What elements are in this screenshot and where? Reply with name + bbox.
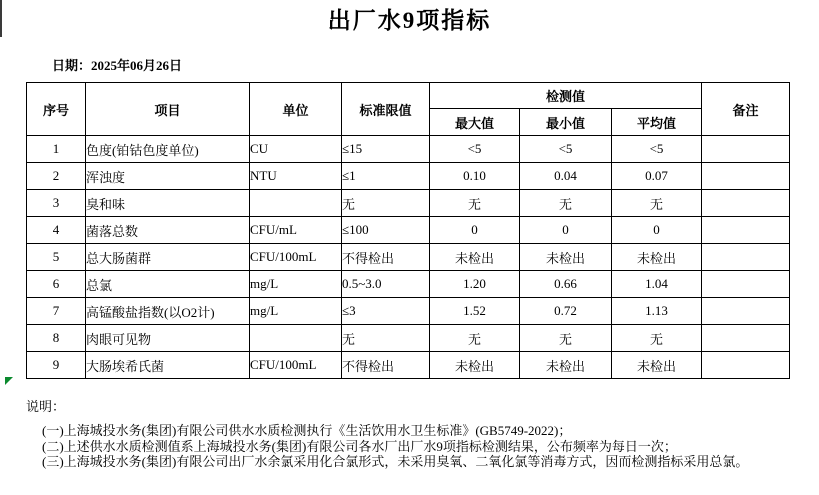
cell-no: 2 <box>27 163 86 190</box>
cell-no: 4 <box>27 217 86 244</box>
cell-avg: 0.07 <box>612 163 702 190</box>
col-header-min: 最小值 <box>520 109 612 136</box>
cell-avg: 1.13 <box>612 298 702 325</box>
table-row <box>27 163 790 190</box>
col-header-unit: 单位 <box>250 83 342 136</box>
cell-item: 总氯 <box>86 271 250 298</box>
cell-unit: CFU/100mL <box>250 244 342 271</box>
cell-no: 8 <box>27 325 86 352</box>
cell-max: 1.52 <box>430 298 520 325</box>
table-row <box>27 244 790 271</box>
report-date: 日期：2025年06月26日 <box>52 58 183 73</box>
cell-max: 无 <box>430 190 520 217</box>
cell-unit <box>250 325 342 352</box>
cell-item: 菌落总数 <box>86 217 250 244</box>
note-line: (二)上述供水水质检测值系上海城投水务(集团)有限公司各水厂出厂水9项指标检测结果，公布频率为每日一次； <box>42 438 677 454</box>
cell-limit: ≤1 <box>342 163 430 190</box>
cell-item: 总大肠菌群 <box>86 244 250 271</box>
table-row <box>27 136 790 163</box>
cell-unit: NTU <box>250 163 342 190</box>
cell-avg: 无 <box>612 190 702 217</box>
cell-unit: mg/L <box>250 298 342 325</box>
cell-max: 0 <box>430 217 520 244</box>
cell-no: 7 <box>27 298 86 325</box>
table-header <box>27 83 790 136</box>
cell-remark <box>702 325 790 352</box>
cell-limit: ≤3 <box>342 298 430 325</box>
cell-max: 1.20 <box>430 271 520 298</box>
cell-min: 0 <box>520 217 612 244</box>
cell-max: 未检出 <box>430 352 520 379</box>
cell-item: 高锰酸盐指数(以O2计) <box>86 298 250 325</box>
cell-unit: CFU/100mL <box>250 352 342 379</box>
cell-avg: 无 <box>612 325 702 352</box>
cell-item: 肉眼可见物 <box>86 325 250 352</box>
notes-label: 说明： <box>26 399 66 414</box>
cell-limit: 0.5~3.0 <box>342 271 430 298</box>
col-header-max: 最大值 <box>430 109 520 136</box>
cell-min: 未检出 <box>520 244 612 271</box>
cell-min: 无 <box>520 325 612 352</box>
col-header-limit: 标准限值 <box>342 83 430 136</box>
col-header-no: 序号 <box>27 83 86 136</box>
table-row <box>27 217 790 244</box>
cell-min: 0.72 <box>520 298 612 325</box>
cell-avg: 1.04 <box>612 271 702 298</box>
cell-remark <box>702 352 790 379</box>
table-row <box>27 271 790 298</box>
cell-avg: 未检出 <box>612 352 702 379</box>
cell-remark <box>702 217 790 244</box>
cell-remark <box>702 163 790 190</box>
cell-min: <5 <box>520 136 612 163</box>
note-line: (一)上海城投水务(集团)有限公司供水水质检测执行《生活饮用水卫生标准》(GB5749-2022)； <box>42 423 572 438</box>
note-line: (三)上海城投水务(集团)有限公司出厂水余氯采用化合氯形式，未采用臭氧、二氧化氯等消毒方式，因而检测指标采用总氯。 <box>42 454 749 469</box>
cell-remark <box>702 298 790 325</box>
cell-max: 无 <box>430 325 520 352</box>
cell-avg: 未检出 <box>612 244 702 271</box>
cell-no: 1 <box>27 136 86 163</box>
cell-item: 浑浊度 <box>86 163 250 190</box>
cell-unit: mg/L <box>250 271 342 298</box>
cell-limit: 不得检出 <box>342 352 430 379</box>
cell-limit: ≤15 <box>342 136 430 163</box>
cell-avg: <5 <box>612 136 702 163</box>
cell-unit: CU <box>250 136 342 163</box>
cell-max: <5 <box>430 136 520 163</box>
table-body <box>27 136 790 379</box>
cell-min: 0.66 <box>520 271 612 298</box>
cell-min: 无 <box>520 190 612 217</box>
cell-remark <box>702 136 790 163</box>
cell-max: 未检出 <box>430 244 520 271</box>
cell-no: 5 <box>27 244 86 271</box>
cell-avg: 0 <box>612 217 702 244</box>
cell-min: 未检出 <box>520 352 612 379</box>
cell-item: 臭和味 <box>86 190 250 217</box>
cell-limit: 无 <box>342 190 430 217</box>
cell-remark <box>702 244 790 271</box>
col-header-detection: 检测值 <box>430 83 702 109</box>
cell-unit <box>250 190 342 217</box>
table-row <box>27 325 790 352</box>
indicators-table <box>26 82 790 379</box>
cell-remark <box>702 190 790 217</box>
cell-limit: ≤100 <box>342 217 430 244</box>
table-row <box>27 352 790 379</box>
notes-list <box>42 423 812 470</box>
col-header-avg: 平均值 <box>612 109 702 136</box>
table-row <box>27 190 790 217</box>
green-corner-marker <box>5 377 13 385</box>
cell-min: 0.04 <box>520 163 612 190</box>
cell-item: 色度(铂钴色度单位) <box>86 136 250 163</box>
col-header-item: 项目 <box>86 83 250 136</box>
cell-unit: CFU/mL <box>250 217 342 244</box>
page-title: 出厂水9项指标 <box>327 8 492 33</box>
col-header-remark: 备注 <box>702 83 790 136</box>
cell-limit: 无 <box>342 325 430 352</box>
cell-no: 9 <box>27 352 86 379</box>
cell-no: 3 <box>27 190 86 217</box>
cell-max: 0.10 <box>430 163 520 190</box>
cell-no: 6 <box>27 271 86 298</box>
cell-limit: 不得检出 <box>342 244 430 271</box>
table-row <box>27 298 790 325</box>
cell-item: 大肠埃希氏菌 <box>86 352 250 379</box>
cell-remark <box>702 271 790 298</box>
